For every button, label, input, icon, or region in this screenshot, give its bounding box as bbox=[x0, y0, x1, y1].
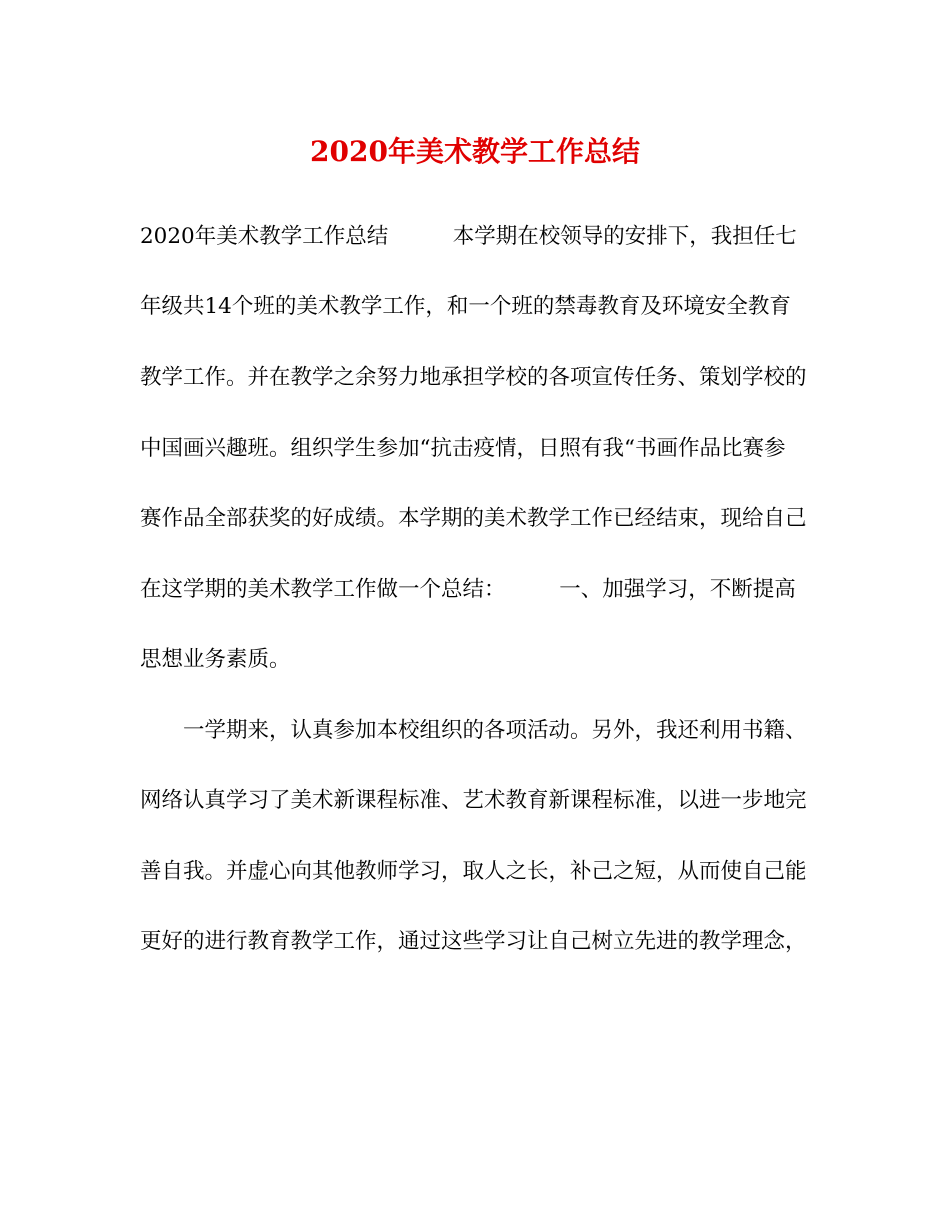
body-line: 善自我。并虚心向其他教师学习，取人之长，补己之短，从而使自己能 bbox=[140, 859, 807, 884]
body-line: 教学工作。并在教学之余努力地承担学校的各项宣传任务、策划学校的 bbox=[140, 365, 807, 390]
body-line: 年级共14个班的美术教学工作，和一个班的禁毒教育及环境安全教育 bbox=[140, 294, 791, 319]
body-line: 赛作品全部获奖的好成绩。本学期的美术教学工作已经结束，现给自己 bbox=[140, 506, 807, 531]
document-title: 2020年美术教学工作总结 bbox=[310, 135, 640, 168]
body-line: 思想业务素质。 bbox=[140, 647, 291, 672]
body-line: 更好的进行教育教学工作，通过这些学习让自己树立先进的教学理念， bbox=[140, 929, 807, 954]
body-line: 2020年美术教学工作总结 本学期在校领导的安排下，我担任七 bbox=[140, 224, 797, 249]
body-line: 中国画兴趣班。组织学生参加“抗击疫情，日照有我“书画作品比赛参 bbox=[140, 436, 786, 461]
body-line: 在这学期的美术教学工作做一个总结： 一、加强学习，不断提高 bbox=[140, 577, 796, 602]
body-line: 一学期来，认真参加本校组织的各项活动。另外，我还利用书籍、 bbox=[140, 718, 807, 743]
body-line: 网络认真学习了美术新课程标准、艺术教育新课程标准，以进一步地完 bbox=[140, 788, 807, 813]
